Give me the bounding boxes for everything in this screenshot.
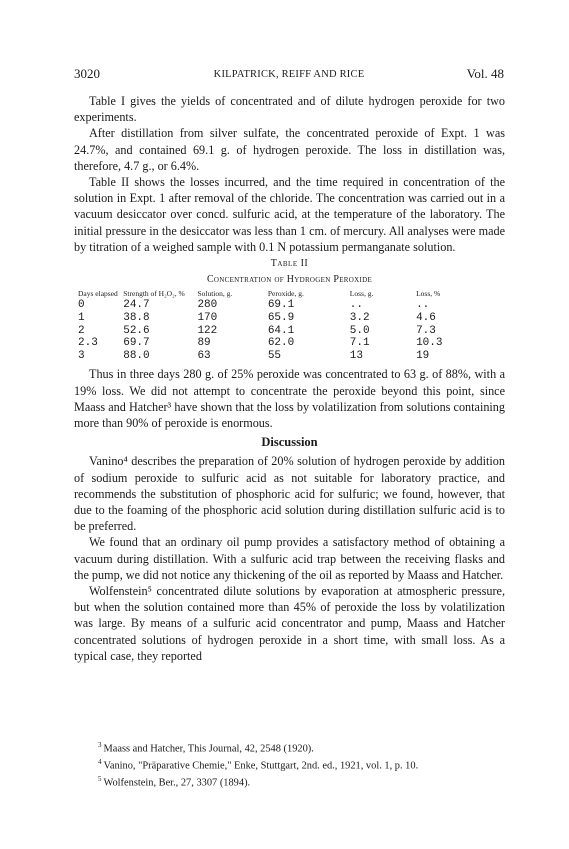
- footnote-mark: 4: [98, 757, 102, 766]
- table-cell: 69.1: [267, 299, 295, 312]
- table-caption: Concentration of Hydrogen Peroxide: [206, 274, 373, 286]
- table-header-row: [76, 290, 496, 299]
- footnote-text: Wolfenstein, Ber., 27, 3307 (1894).: [103, 777, 251, 789]
- footnote-3: [98, 739, 506, 756]
- table-cell: 7.1: [349, 337, 370, 350]
- table-cell: 3.2: [349, 312, 370, 325]
- concentration-table: [76, 290, 496, 362]
- table-cell: 38.8: [123, 312, 150, 325]
- page-number: 3020: [74, 66, 100, 81]
- footnotes: [98, 739, 506, 790]
- table-row: [76, 350, 496, 363]
- col-header-loss-g: Loss, g.: [349, 289, 374, 299]
- col-header-loss-pct: Loss, %: [416, 289, 441, 299]
- table-cell: 13: [349, 349, 363, 362]
- footnote-text: Vanino, "Präparative Chemie," Enke, Stuttgart, 2nd. ed., 1921, vol. 1, p. 10.: [103, 760, 419, 772]
- table-cell: 2: [78, 324, 85, 337]
- table-number: Table II: [270, 258, 309, 270]
- table-cell: 170: [197, 312, 218, 325]
- table-row: [76, 337, 496, 350]
- table-cell: 10.3: [416, 337, 443, 350]
- table-cell: 122: [197, 324, 218, 337]
- table-cell: 280: [197, 299, 218, 312]
- table-cell: 65.9: [267, 312, 295, 325]
- table-cell: 88.0: [123, 349, 150, 362]
- col-header-strength: Strength of H₂O₂, %: [123, 289, 185, 299]
- table-cell: ..: [416, 299, 430, 312]
- col-header-days: Days elapsed: [78, 289, 118, 299]
- paragraph-wolfenstein: Wolfenstein⁵ concentrated dilute solutions by evaporation at atmospheric pressure, but when the solution contained more than 45% of peroxide the loss by volatilization was large. By means of a sulfuric acid concentrator and pump, Maass and Hatcher concentrated solutions of hydrogen peroxide in a short time, with small loss. As a typical case, they reported: [74, 584, 505, 663]
- table-cell: ..: [349, 299, 363, 312]
- table-row: [76, 312, 496, 325]
- table-cell: 0: [78, 299, 85, 312]
- table-cell: 2.3: [78, 337, 98, 350]
- footnote-mark: 3: [98, 741, 102, 749]
- table-row: [76, 325, 496, 338]
- paragraph-table-ii-intro: Table II shows the losses incurred, and the time required in concentration of the solution in Expt. 1 after removal of the chloride. The concentration was carried out in a vacuum desiccator over concd. sulfuric acid, at the temperature of the laboratory. The initial pressure in the desiccator was less than 1 cm. of mercury. All analyses were made by titration of a weighed sample with 0.1 N potassium permanganate solution.: [74, 175, 505, 254]
- table-cell: 19: [416, 349, 430, 362]
- table-cell: 3: [78, 349, 85, 362]
- table-cell: 64.1: [267, 324, 295, 337]
- col-header-peroxide: Peroxide, g.: [267, 289, 304, 299]
- section-heading-discussion: Discussion: [261, 435, 318, 450]
- table-cell: 69.7: [123, 337, 150, 350]
- table-cell: 63: [197, 349, 211, 362]
- table-cell: 62.0: [267, 337, 295, 350]
- footnote-4: [98, 756, 506, 773]
- col-header-solution: Solution, g.: [197, 289, 233, 299]
- table-cell: 89: [197, 337, 211, 350]
- table-cell: 7.3: [416, 324, 436, 337]
- article-body: [74, 93, 505, 664]
- table-cell: 4.6: [416, 312, 436, 325]
- footnote-mark: 5: [98, 774, 102, 783]
- paragraph-oil-pump: We found that an ordinary oil pump provides a satisfactory method of obtaining a vacuum during distillation. With a sulfuric acid trap between the receiving flasks and the pump, we did not notice any thickening of the oil as reported by Maass and Hatcher.: [74, 535, 505, 582]
- table-cell: 55: [267, 349, 282, 362]
- table-row: [76, 299, 496, 312]
- running-head-authors: KILPATRICK, REIFF AND RICE: [213, 69, 365, 80]
- footnote-5: [98, 773, 506, 790]
- paragraph-table-i-intro: Table I gives the yields of concentrated and of dilute hydrogen peroxide for two experiments.: [74, 94, 505, 125]
- paragraph-after-table: Thus in three days 280 g. of 25% peroxide was concentrated to 63 g. of 88%, with a 19% loss. We did not attempt to concentrate the peroxide beyond this point, since Maass and Hatcher³ have shown that the loss by volatilization from solutions containing more than 90% of peroxide is enormous.: [74, 367, 505, 431]
- volume-label: Vol. 48: [466, 66, 504, 81]
- table-cell: 1: [78, 312, 85, 325]
- table-cell: 52.6: [123, 324, 150, 337]
- paragraph-distillation: After distillation from silver sulfate, the concentrated peroxide of Expt. 1 was 24.7%, and contained 69.1 g. of hydrogen peroxide. The loss in distillation was, therefore, 4.7 g., or 6.4%.: [74, 126, 505, 173]
- paragraph-vanino: Vanino⁴ describes the preparation of 20% solution of hydrogen peroxide by addition of sodium peroxide to sulfuric acid as not suitable for laboratory practice, and recommends the substitution of phosphoric acid for sulfuric; we found, however, that due to the foaming of the phosphoric acid solution during distillation sulfuric acid is to be preferred.: [74, 454, 505, 534]
- footnote-text: Maass and Hatcher, This Journal, 42, 2548 (1920).: [103, 743, 314, 755]
- table-cell: 5.0: [349, 324, 370, 337]
- table-cell: 24.7: [123, 299, 150, 312]
